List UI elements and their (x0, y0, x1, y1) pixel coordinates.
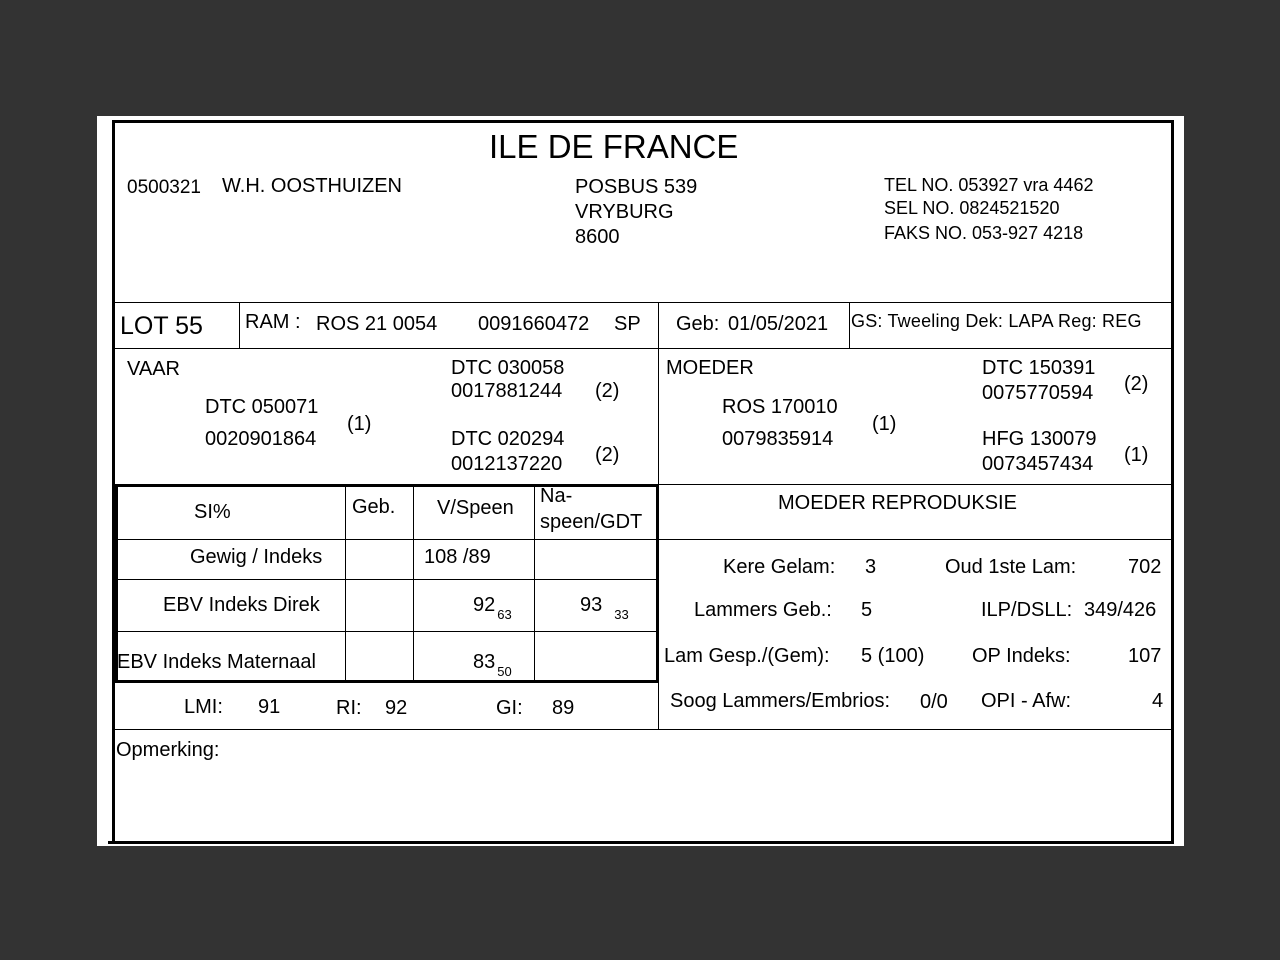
moeder-dam-number: 0073457434 (982, 453, 1094, 475)
maternaal-vspeen: 83 $_{50}$ (473, 651, 512, 679)
vaar-number: 0020901864 (205, 428, 317, 450)
direk-naspeen: 93 $_{33}$ (580, 594, 629, 622)
col-vspeen-header: V/Speen (437, 497, 514, 519)
page-title: ILE DE FRANCE (489, 128, 739, 165)
col-naspeen-header-1: Na- (540, 485, 573, 507)
oud-label: Oud 1ste Lam: (945, 556, 1077, 578)
address-line-3: 8600 (575, 226, 620, 248)
kere-value: 3 (865, 556, 877, 578)
vaar-label: VAAR (127, 358, 180, 380)
moeder-label: MOEDER (666, 357, 754, 379)
moeder-number: 0079835914 (722, 428, 834, 450)
gewig-label: Gewig / Indeks (190, 546, 323, 568)
vaar-id: DTC 050071 (205, 396, 319, 418)
gewig-vspeen: 108 /89 (424, 546, 491, 568)
address-line-1: POSBUS 539 (575, 176, 698, 198)
divider (115, 302, 1172, 303)
vaar-sire-count: (2) (595, 380, 620, 402)
ram-number: 0091660472 (478, 313, 590, 335)
ilp-value: 349/426 (1084, 599, 1157, 621)
divider (658, 484, 659, 730)
ilp-label: ILP/DSLL: (981, 599, 1073, 621)
oud-value: 702 (1128, 556, 1162, 578)
vaar-dam-count: (2) (595, 444, 620, 466)
lmi-label: LMI: (184, 696, 223, 718)
gi-label: GI: (496, 697, 523, 719)
ri-value: 92 (385, 697, 408, 719)
owner-name: W.H. OOSTHUIZEN (222, 175, 402, 197)
owner-code: 0500321 (127, 177, 201, 198)
vaar-sire-id: DTC 030058 (451, 357, 565, 379)
gi-value: 89 (552, 697, 575, 719)
moeder-count: (1) (872, 413, 897, 435)
gesp-value: 5 (100) (861, 645, 925, 667)
divider (413, 486, 414, 681)
divider (239, 302, 240, 348)
direk-vspeen: 92 $_{63}$ (473, 594, 512, 622)
address-line-2: VRYBURG (575, 201, 674, 223)
lammers-value: 5 (861, 599, 873, 621)
ram-label: RAM : (245, 311, 301, 333)
divider (115, 484, 658, 487)
op-value: 107 (1128, 645, 1162, 667)
op-label: OP Indeks: (972, 645, 1071, 667)
ram-id: ROS 21 0054 (316, 313, 438, 335)
birth-label: Geb: (676, 313, 720, 335)
birth-date: 01/05/2021 (728, 313, 829, 335)
moeder-dam-count: (1) (1124, 444, 1149, 466)
reproduksie-title: MOEDER REPRODUKSIE (778, 492, 1017, 514)
lot-number: LOT 55 (120, 312, 203, 340)
divider (849, 302, 850, 348)
lammers-label: Lammers Geb.: (694, 599, 832, 621)
kere-label: Kere Gelam: (723, 556, 836, 578)
sel-number: SEL NO. 0824521520 (884, 198, 1060, 218)
divider (658, 348, 659, 484)
col-naspeen-header-2: speen/GDT (540, 511, 643, 533)
vaar-count: (1) (347, 413, 372, 435)
opi-value: 4 (1152, 690, 1164, 712)
faks-number: FAKS NO. 053-927 4218 (884, 223, 1084, 243)
ram-suffix: SP (614, 313, 641, 335)
vaar-dam-id: DTC 020294 (451, 428, 565, 450)
moeder-dam-id: HFG 130079 (982, 428, 1097, 450)
moeder-id: ROS 170010 (722, 396, 838, 418)
col-si-header: SI% (194, 501, 231, 523)
direk-label: EBV Indeks Direk (163, 594, 320, 616)
vaar-dam-number: 0012137220 (451, 453, 563, 475)
maternaal-label: EBV Indeks Maternaal (117, 651, 316, 673)
moeder-sire-id: DTC 150391 (982, 357, 1096, 379)
divider (534, 486, 535, 681)
divider (658, 539, 1172, 540)
divider (345, 486, 346, 681)
lmi-value: 91 (258, 696, 281, 718)
divider (658, 302, 659, 348)
gs-info: GS: Tweeling Dek: LAPA Reg: REG (851, 311, 1142, 331)
moeder-sire-number: 0075770594 (982, 382, 1094, 404)
divider (115, 348, 1172, 349)
opmerking-label: Opmerking: (116, 739, 220, 761)
card-bottom-border (108, 841, 1172, 844)
tel-number: TEL NO. 053927 vra 4462 (884, 175, 1094, 195)
soog-value: 0/0 (920, 691, 948, 713)
soog-label: Soog Lammers/Embrios: (670, 690, 891, 712)
vaar-sire-number: 0017881244 (451, 380, 563, 402)
gesp-label: Lam Gesp./(Gem): (664, 645, 830, 667)
divider (115, 729, 1172, 730)
divider (115, 631, 658, 632)
divider (115, 539, 658, 540)
divider (115, 579, 658, 580)
opi-label: OPI - Afw: (981, 690, 1072, 712)
col-geb-header: Geb. (352, 496, 396, 518)
divider (115, 680, 658, 683)
ri-label: RI: (336, 697, 362, 719)
moeder-sire-count: (2) (1124, 373, 1149, 395)
